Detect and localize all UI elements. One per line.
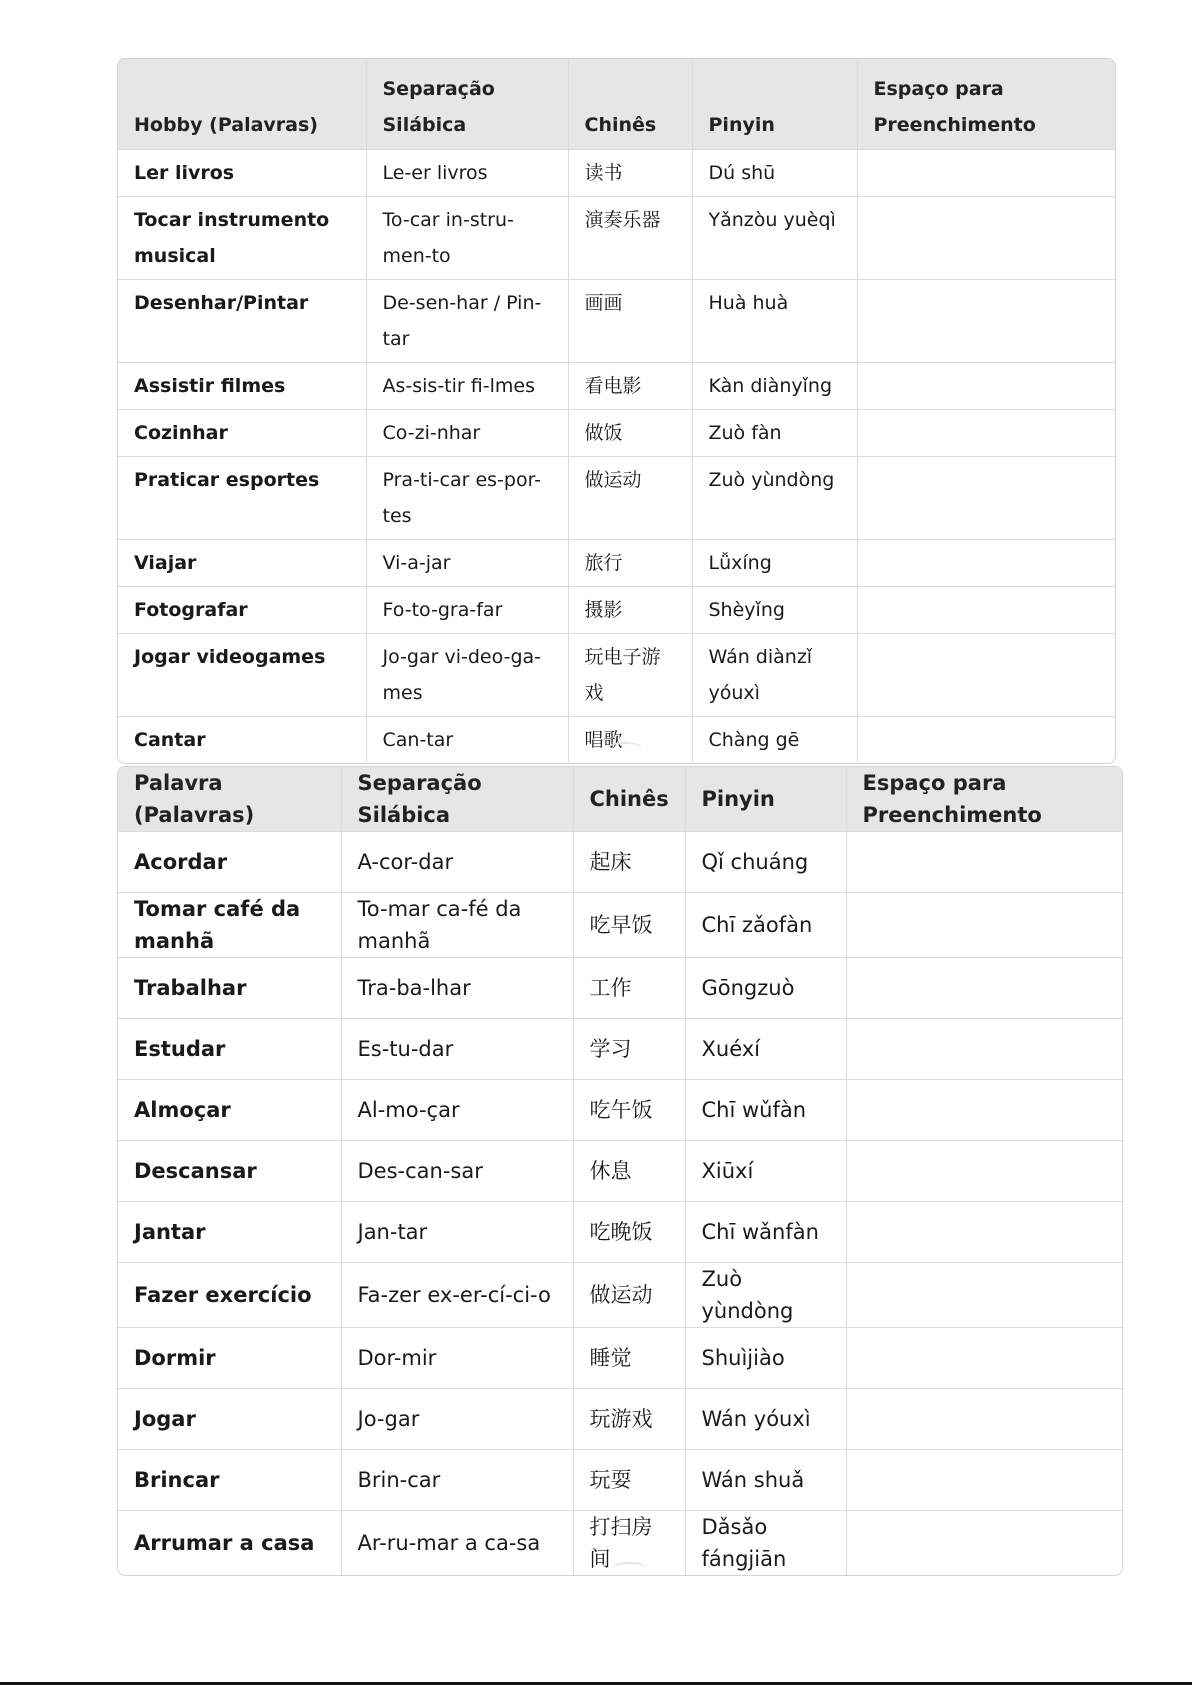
table-row — [118, 540, 1115, 587]
fill-space-cell[interactable] — [857, 457, 1115, 540]
chinese-cell: 玩游戏 — [573, 1389, 685, 1450]
table-row — [118, 1263, 1122, 1328]
fill-space-cell[interactable] — [857, 717, 1115, 764]
pinyin-cell: Huà huà — [692, 280, 857, 363]
pinyin-cell: Xuéxí — [685, 1019, 846, 1080]
chinese-cell: 吃晚饭 — [573, 1202, 685, 1263]
word-cell: Dormir — [118, 1328, 341, 1389]
fill-space-cell[interactable] — [846, 1450, 1122, 1511]
word-cell: Acordar — [118, 832, 341, 893]
pinyin-cell: Zuò fàn — [692, 410, 857, 457]
table-row — [118, 1080, 1122, 1141]
table-row — [118, 958, 1122, 1019]
syllables-cell: A-cor-dar — [341, 832, 573, 893]
hobbies-table — [118, 59, 1115, 763]
pinyin-cell: Chī zǎofàn — [685, 893, 846, 958]
syllables-cell: As-sis-tir fi-lmes — [366, 363, 568, 410]
chinese-cell: 玩耍 — [573, 1450, 685, 1511]
chinese-cell: 打扫房间 — [573, 1511, 685, 1576]
pinyin-cell: Chī wǎnfàn — [685, 1202, 846, 1263]
pinyin-cell: Gōngzuò — [685, 958, 846, 1019]
chinese-cell: 唱歌 — [568, 717, 692, 764]
table-header-row — [118, 59, 1115, 150]
syllables-cell: Jo-gar — [341, 1389, 573, 1450]
syllables-cell: Vi-a-jar — [366, 540, 568, 587]
fill-space-cell[interactable] — [857, 587, 1115, 634]
column-header-fill-space: Espaço para Preenchimento — [846, 767, 1122, 832]
syllables-cell: Es-tu-dar — [341, 1019, 573, 1080]
fill-space-cell[interactable] — [857, 150, 1115, 197]
word-cell: Ler livros — [118, 150, 366, 197]
table-row — [118, 717, 1115, 764]
table-row — [118, 634, 1115, 717]
column-header-hobby: Hobby (Palavras) — [118, 59, 366, 150]
routine-table-container — [117, 766, 1123, 1576]
pinyin-cell: Kàn diànyǐng — [692, 363, 857, 410]
pinyin-cell: Wán yóuxì — [685, 1389, 846, 1450]
scroll-indicator — [612, 1562, 646, 1574]
fill-space-cell[interactable] — [846, 958, 1122, 1019]
chinese-cell: 休息 — [573, 1141, 685, 1202]
syllables-cell: Al-mo-çar — [341, 1080, 573, 1141]
fill-space-cell[interactable] — [846, 1141, 1122, 1202]
table-row — [118, 197, 1115, 280]
syllables-cell: Brin-car — [341, 1450, 573, 1511]
pinyin-cell: Chàng gē — [692, 717, 857, 764]
table-row — [118, 150, 1115, 197]
word-cell: Brincar — [118, 1450, 341, 1511]
fill-space-cell[interactable] — [857, 410, 1115, 457]
syllables-cell: To-mar ca-fé da manhã — [341, 893, 573, 958]
word-cell: Estudar — [118, 1019, 341, 1080]
chinese-cell: 吃午饭 — [573, 1080, 685, 1141]
syllables-cell: Fa-zer ex-er-cí-ci-o — [341, 1263, 573, 1328]
pinyin-cell: Shèyǐng — [692, 587, 857, 634]
chinese-cell: 演奏乐器 — [568, 197, 692, 280]
word-cell: Descansar — [118, 1141, 341, 1202]
fill-space-cell[interactable] — [846, 1328, 1122, 1389]
word-cell: Viajar — [118, 540, 366, 587]
syllables-cell: Tra-ba-lhar — [341, 958, 573, 1019]
fill-space-cell[interactable] — [846, 1263, 1122, 1328]
pinyin-cell: Yǎnzòu yuèqì — [692, 197, 857, 280]
pinyin-cell: Qǐ chuáng — [685, 832, 846, 893]
column-header-word: Palavra (Palavras) — [118, 767, 341, 832]
chinese-cell: 做饭 — [568, 410, 692, 457]
chinese-cell: 画画 — [568, 280, 692, 363]
table-row — [118, 587, 1115, 634]
table-row — [118, 893, 1122, 958]
word-cell: Tocar instrumento musical — [118, 197, 366, 280]
syllables-cell: Le-er livros — [366, 150, 568, 197]
table-row — [118, 280, 1115, 363]
column-header-fill-space: Espaço para Preenchimento — [857, 59, 1115, 150]
pinyin-cell: Dǎsǎo fángjiān — [685, 1511, 846, 1576]
scroll-indicator — [608, 742, 642, 754]
pinyin-cell: Lǚxíng — [692, 540, 857, 587]
syllables-cell: Fo-to-gra-far — [366, 587, 568, 634]
syllables-cell: Can-tar — [366, 717, 568, 764]
word-cell: Jantar — [118, 1202, 341, 1263]
word-cell: Almoçar — [118, 1080, 341, 1141]
column-header-pinyin: Pinyin — [692, 59, 857, 150]
chinese-cell: 工作 — [573, 958, 685, 1019]
syllables-cell: De-sen-har / Pin-tar — [366, 280, 568, 363]
chinese-cell: 做运动 — [568, 457, 692, 540]
fill-space-cell[interactable] — [846, 1389, 1122, 1450]
column-header-pinyin: Pinyin — [685, 767, 846, 832]
fill-space-cell[interactable] — [846, 1019, 1122, 1080]
pinyin-cell: Zuò yùndòng — [685, 1263, 846, 1328]
fill-space-cell[interactable] — [857, 363, 1115, 410]
pinyin-cell: Wán diànzǐ yóuxì — [692, 634, 857, 717]
chinese-cell: 吃早饭 — [573, 893, 685, 958]
pinyin-cell: Wán shuǎ — [685, 1450, 846, 1511]
pinyin-cell: Shuìjiào — [685, 1328, 846, 1389]
syllables-cell: Jo-gar vi-deo-ga-mes — [366, 634, 568, 717]
column-header-chinese: Chinês — [568, 59, 692, 150]
table-row — [118, 1141, 1122, 1202]
chinese-cell: 睡觉 — [573, 1328, 685, 1389]
pinyin-cell: Xiūxí — [685, 1141, 846, 1202]
pinyin-cell: Dú shū — [692, 150, 857, 197]
syllables-cell: Des-can-sar — [341, 1141, 573, 1202]
word-cell: Desenhar/Pintar — [118, 280, 366, 363]
word-cell: Assistir filmes — [118, 363, 366, 410]
chinese-cell: 摄影 — [568, 587, 692, 634]
column-header-syllables: Separação Silábica — [366, 59, 568, 150]
routine-table — [118, 767, 1122, 1575]
table-row — [118, 410, 1115, 457]
table-row — [118, 363, 1115, 410]
chinese-cell: 读书 — [568, 150, 692, 197]
word-cell: Arrumar a casa — [118, 1511, 341, 1576]
chinese-cell: 学习 — [573, 1019, 685, 1080]
syllables-cell: Dor-mir — [341, 1328, 573, 1389]
fill-space-cell[interactable] — [846, 1511, 1122, 1576]
pinyin-cell: Chī wǔfàn — [685, 1080, 846, 1141]
word-cell: Jogar — [118, 1389, 341, 1450]
fill-space-cell[interactable] — [846, 1080, 1122, 1141]
chinese-cell: 玩电子游戏 — [568, 634, 692, 717]
fill-space-cell[interactable] — [857, 634, 1115, 717]
fill-space-cell[interactable] — [846, 832, 1122, 893]
fill-space-cell[interactable] — [857, 280, 1115, 363]
syllables-cell: To-car in-stru-men-to — [366, 197, 568, 280]
column-header-syllables: Separação Silábica — [341, 767, 573, 832]
word-cell: Trabalhar — [118, 958, 341, 1019]
syllables-cell: Co-zi-nhar — [366, 410, 568, 457]
fill-space-cell[interactable] — [857, 197, 1115, 280]
word-cell: Cozinhar — [118, 410, 366, 457]
syllables-cell: Jan-tar — [341, 1202, 573, 1263]
table-row — [118, 457, 1115, 540]
table-row — [118, 1450, 1122, 1511]
word-cell: Fazer exercício — [118, 1263, 341, 1328]
fill-space-cell[interactable] — [846, 1202, 1122, 1263]
fill-space-cell[interactable] — [846, 893, 1122, 958]
table-row — [118, 1328, 1122, 1389]
column-header-chinese: Chinês — [573, 767, 685, 832]
chinese-cell: 看电影 — [568, 363, 692, 410]
table-row — [118, 1019, 1122, 1080]
word-cell: Praticar esportes — [118, 457, 366, 540]
fill-space-cell[interactable] — [857, 540, 1115, 587]
chinese-cell: 起床 — [573, 832, 685, 893]
chinese-cell: 做运动 — [573, 1263, 685, 1328]
table-row — [118, 832, 1122, 893]
word-cell: Jogar videogames — [118, 634, 366, 717]
pinyin-cell: Zuò yùndòng — [692, 457, 857, 540]
syllables-cell: Pra-ti-car es-por-tes — [366, 457, 568, 540]
word-cell: Tomar café da manhã — [118, 893, 341, 958]
hobbies-table-container — [117, 58, 1116, 764]
table-row — [118, 1202, 1122, 1263]
word-cell: Cantar — [118, 717, 366, 764]
table-row — [118, 1389, 1122, 1450]
syllables-cell: Ar-ru-mar a ca-sa — [341, 1511, 573, 1576]
word-cell: Fotografar — [118, 587, 366, 634]
chinese-cell: 旅行 — [568, 540, 692, 587]
table-header-row — [118, 767, 1122, 832]
